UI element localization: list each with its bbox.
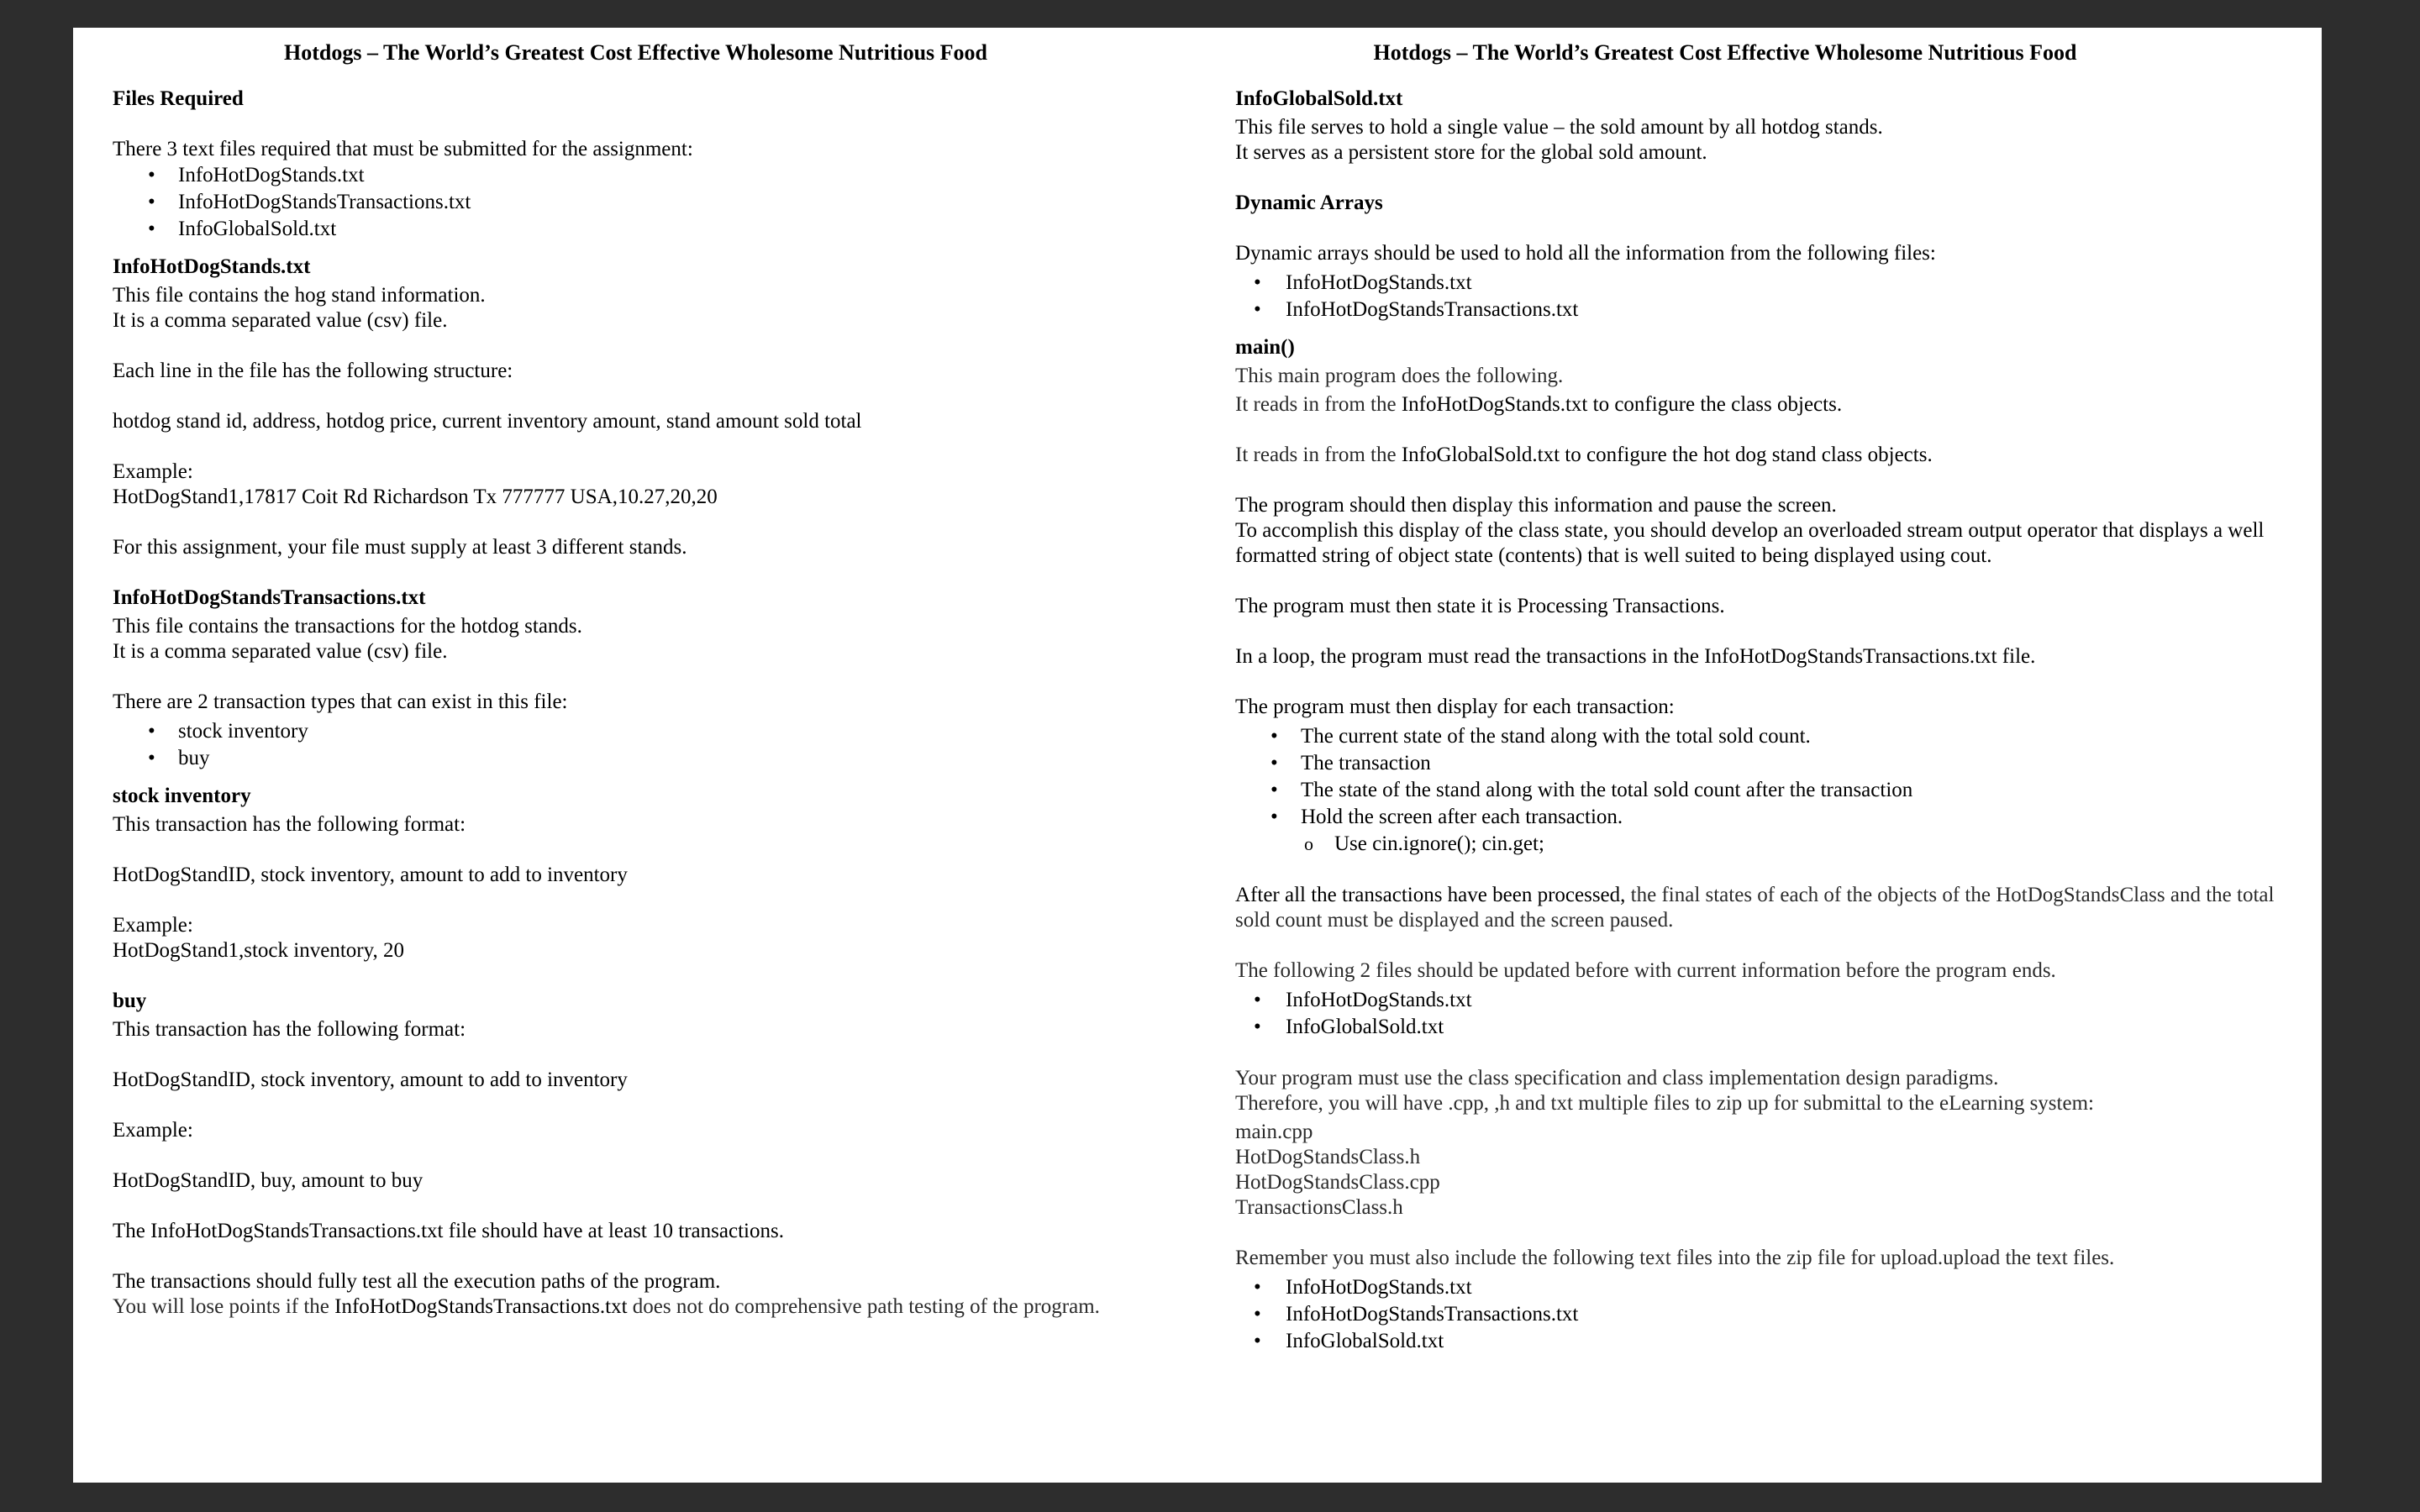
transaction-count-note: The InfoHotDogStandsTransactions.txt file should have at least 10 transactions.	[113, 1220, 784, 1242]
lose-points-text: You will lose points if the	[113, 1295, 335, 1318]
paradigm-note: Your program must use the class specification and class implementation design paradigms.	[1235, 1067, 1999, 1089]
read-global-note	[1235, 443, 2284, 468]
list-item: • InfoHotDogStands.txt	[1235, 1274, 2284, 1301]
buy-example-label: Example:	[113, 1119, 193, 1142]
stock-example: HotDogStand1,stock inventory, 20	[113, 939, 404, 962]
buy-format: HotDogStandID, stock inventory, amount to add to inventory	[113, 1068, 628, 1091]
stock-format-intro: This transaction has the following format:	[113, 813, 466, 836]
source-file-list	[1235, 1120, 2284, 1221]
list-item: • buy	[113, 745, 1159, 772]
main-heading: main()	[1235, 336, 1295, 359]
sub-list-item: o Use cin.ignore(); cin.get;	[1235, 831, 2284, 858]
list-item: • InfoHotDogStandsTransactions.txt	[113, 189, 1159, 216]
list-item: • InfoHotDogStands.txt	[1235, 987, 2284, 1014]
update-list	[1235, 987, 2284, 1041]
stock-example-label: Example:	[113, 914, 193, 937]
right-page	[1197, 28, 2322, 1483]
left-page	[73, 28, 1197, 1483]
processing-note: The program must then state it is Processing Transactions.	[1235, 595, 1725, 617]
stock-format: HotDogStandID, stock inventory, amount to add to inventory	[113, 864, 628, 886]
stands-heading: InfoHotDogStands.txt	[113, 255, 311, 278]
read-stands-text: InfoHotDogStands.txt to configure the class objects.	[1401, 393, 1843, 416]
stands-requirement: For this assignment, your file must supply at least 3 different stands.	[113, 536, 687, 559]
read-stands-note	[1235, 392, 2284, 417]
transactions-line2: It is a comma separated value (csv) file.	[113, 640, 448, 663]
source-file: main.cpp	[1235, 1121, 1313, 1143]
source-file: HotDogStandsClass.cpp	[1235, 1171, 1440, 1194]
list-item: • InfoHotDogStandsTransactions.txt	[1235, 1301, 2284, 1328]
list-item: • InfoHotDogStands.txt	[1235, 270, 2284, 297]
after-text: the final states of each of the objects of the HotDogStandsClass and the total sold count must be displayed and the screen paused.	[1235, 884, 2275, 932]
stands-example-label: Example:	[113, 460, 193, 483]
stands-line2: It is a comma separated value (csv) file.	[113, 309, 448, 332]
files-required-list	[113, 162, 1159, 243]
global-line2: It serves as a persistent store for the global sold amount.	[1235, 141, 1707, 164]
lose-points-text-end: does not do comprehensive path testing of the program.	[627, 1295, 1100, 1318]
list-item: • stock inventory	[113, 718, 1159, 745]
display-detail: To accomplish this display of the class state, you should develop an overloaded stream output operator that displays a well formatted string of object state (contents) that is well suited to being displayed using cout.	[1235, 519, 2265, 567]
list-item: • InfoHotDogStandsTransactions.txt	[1235, 297, 2284, 323]
buy-format-intro: This transaction has the following format:	[113, 1018, 466, 1041]
stands-structure: hotdog stand id, address, hotdog price, current inventory amount, stand amount sold total	[113, 410, 862, 433]
list-item: • InfoGlobalSold.txt	[1235, 1328, 2284, 1355]
loop-note: In a loop, the program must read the transactions in the InfoHotDogStandsTransactions.txt file.	[1235, 645, 2036, 668]
buy-example: HotDogStandID, buy, amount to buy	[113, 1169, 424, 1192]
final-files-list	[1235, 1274, 2284, 1355]
main-intro: This main program does the following.	[1235, 365, 1564, 387]
list-item: • InfoGlobalSold.txt	[113, 216, 1159, 243]
transaction-types-list	[113, 718, 1159, 772]
list-item: • The state of the stand along with the total sold count after the transaction	[1235, 777, 2284, 804]
dynamic-list	[1235, 270, 2284, 323]
lose-points-file: InfoHotDogStandsTransactions.txt	[334, 1295, 628, 1318]
page-title: Hotdogs – The World’s Greatest Cost Effective Wholesome Nutritious Food	[283, 40, 987, 65]
stands-line1: This file contains the hog stand information.	[113, 284, 486, 307]
global-line1: This file serves to hold a single value – the sold amount by all hotdog stands.	[1235, 116, 1883, 139]
after-note	[1235, 883, 2284, 933]
update-intro: The following 2 files should be updated before with current information before the program ends.	[1235, 959, 2056, 982]
page-title: Hotdogs – The World’s Greatest Cost Effective Wholesome Nutritious Food	[1373, 40, 2077, 65]
list-item: • The transaction	[1235, 750, 2284, 777]
display-note: The program should then display this information and pause the screen.	[1235, 494, 1837, 517]
test-note: The transactions should fully test all the execution paths of the program.	[113, 1270, 721, 1293]
list-item: • InfoGlobalSold.txt	[1235, 1014, 2284, 1041]
read-stands-prefix: It reads in from the	[1235, 393, 1402, 416]
transactions-heading: InfoHotDogStandsTransactions.txt	[113, 586, 426, 609]
global-heading: InfoGlobalSold.txt	[1235, 87, 1403, 110]
source-file: HotDogStandsClass.h	[1235, 1146, 1421, 1168]
dynamic-intro: Dynamic arrays should be used to hold all the information from the following files:	[1235, 242, 1936, 265]
list-item: • InfoHotDogStands.txt	[113, 162, 1159, 189]
remember-note: Remember you must also include the following text files into the zip file for upload.upload the text files.	[1235, 1247, 2115, 1269]
source-file: TransactionsClass.h	[1235, 1196, 1403, 1219]
dynamic-heading: Dynamic Arrays	[1235, 192, 1383, 214]
lose-points-note	[113, 1294, 1159, 1320]
read-global-text: InfoGlobalSold.txt to configure the hot dog stand class objects.	[1401, 444, 1933, 466]
stands-structure-intro: Each line in the file has the following structure:	[113, 360, 513, 382]
each-transaction-list	[1235, 723, 2284, 831]
list-item: • The current state of the stand along with the total sold count.	[1235, 723, 2284, 750]
files-required-heading: Files Required	[113, 87, 244, 110]
transactions-line1: This file contains the transactions for the hotdog stands.	[113, 615, 582, 638]
list-item: • Hold the screen after each transaction.	[1235, 804, 2284, 831]
buy-heading: buy	[113, 990, 147, 1012]
each-intro: The program must then display for each transaction:	[1235, 696, 1675, 718]
stock-heading: stock inventory	[113, 785, 251, 807]
read-global-prefix: It reads in from the	[1235, 444, 1402, 466]
files-required-intro: There 3 text files required that must be submitted for the assignment:	[113, 138, 693, 160]
transactions-types-intro: There are 2 transaction types that can exist in this file:	[113, 690, 568, 713]
after-prefix: After all the transactions have been processed,	[1235, 884, 1631, 906]
hold-screen-sublist	[1235, 831, 2284, 858]
paradigm-detail: Therefore, you will have .cpp, ,h and txt multiple files to zip up for submittal to the eLearning system:	[1235, 1092, 2094, 1115]
stands-example: HotDogStand1,17817 Coit Rd Richardson Tx 777777 USA,10.27,20,20	[113, 486, 718, 508]
